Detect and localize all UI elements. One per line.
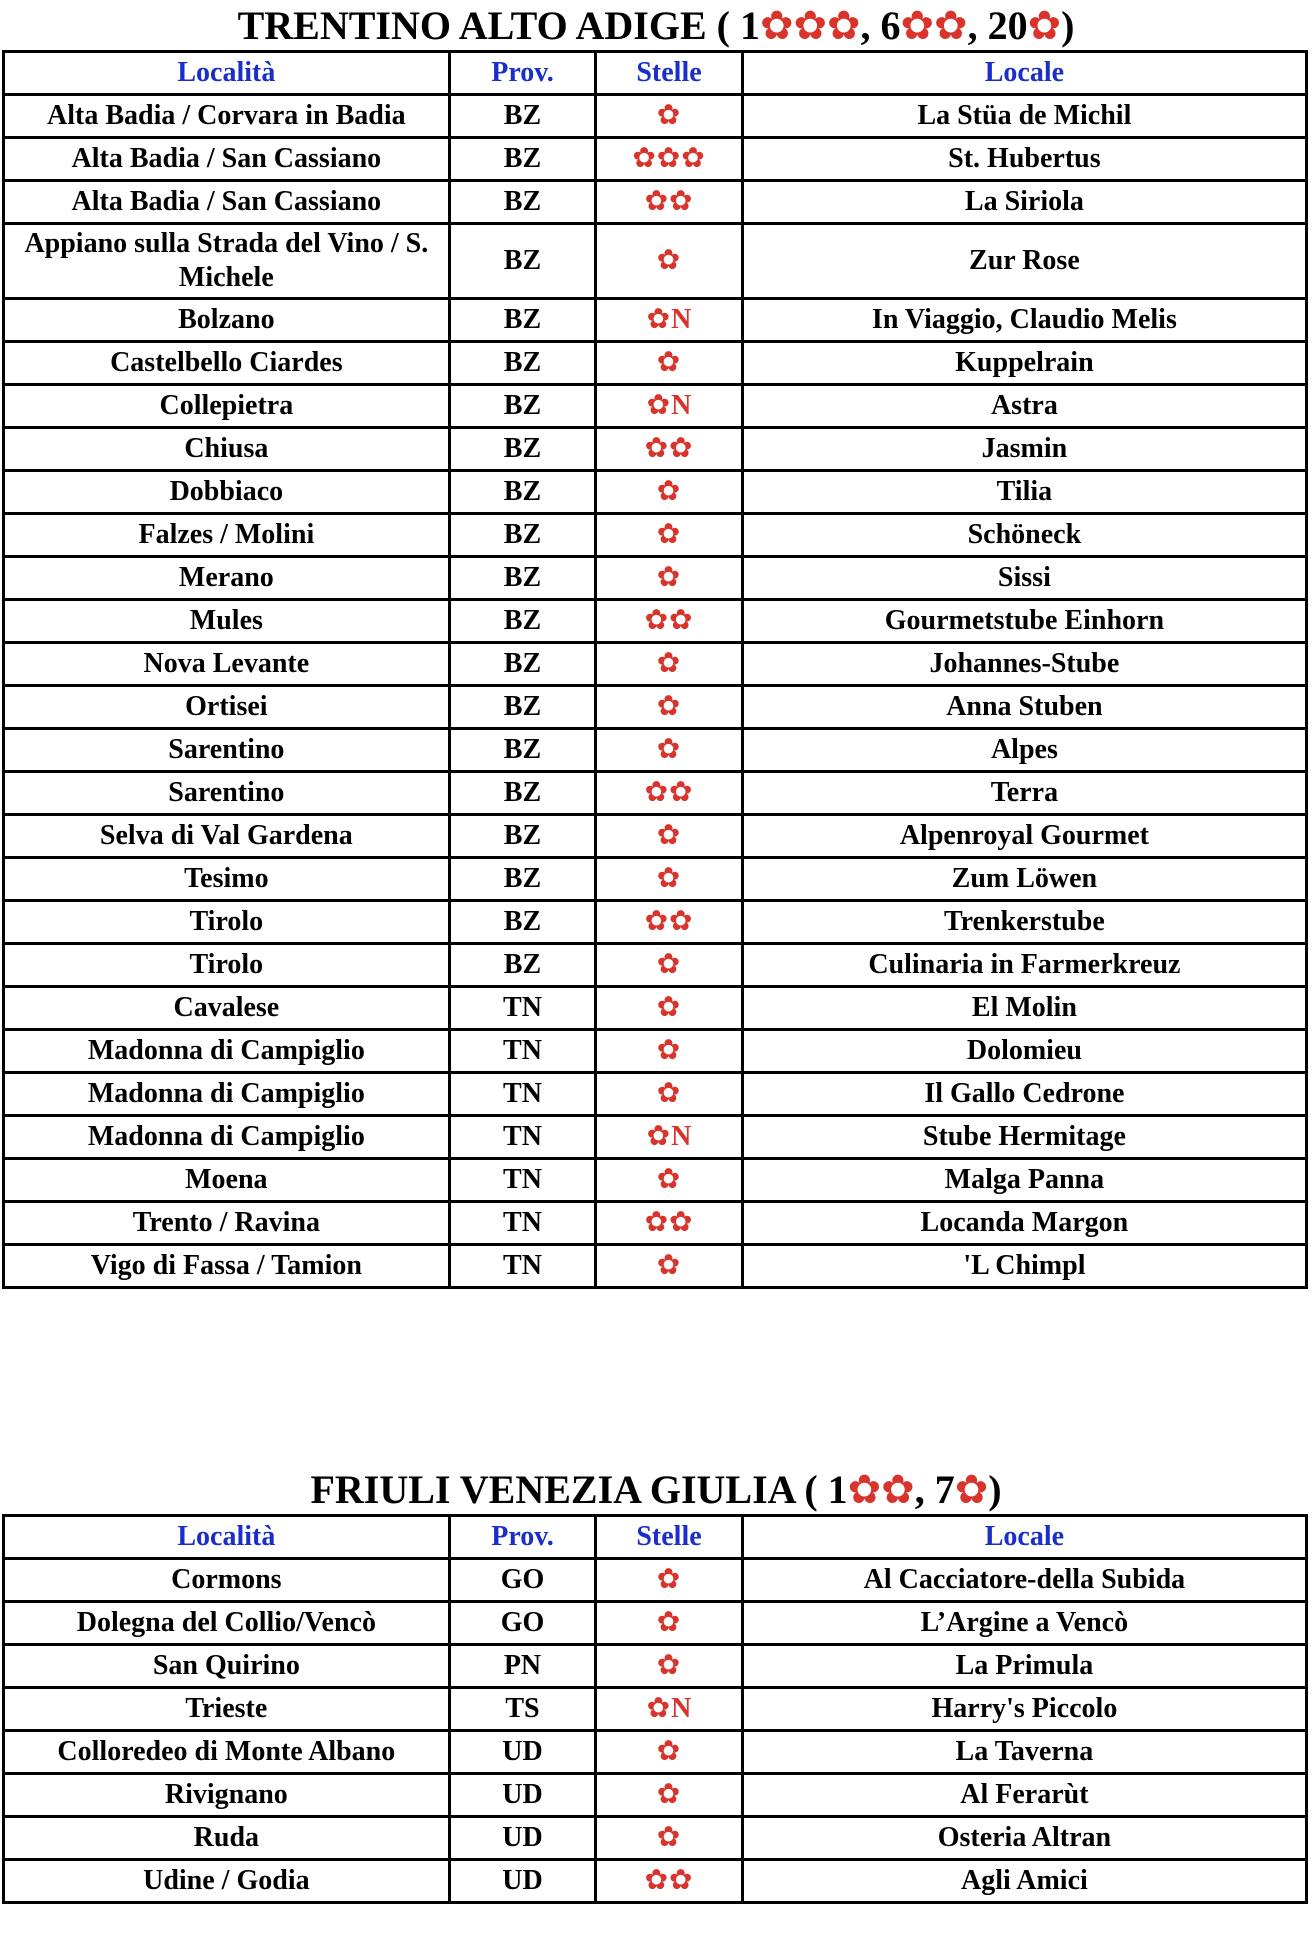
table-row xyxy=(4,1559,1307,1602)
cell-locale: Agli Amici xyxy=(742,1860,1306,1903)
michelin-star-icon: ✿✿ xyxy=(644,186,694,217)
region-name: TRENTINO ALTO ADIGE xyxy=(237,3,707,48)
cell-locale: Johannes-Stube xyxy=(742,643,1306,686)
new-badge: N xyxy=(671,390,692,421)
cell-prov: BZ xyxy=(449,181,596,224)
cell-locale: Alpenroyal Gourmet xyxy=(742,815,1306,858)
cell-prov: BZ xyxy=(449,471,596,514)
cell-localita: Ruda xyxy=(4,1817,450,1860)
cell-prov: TN xyxy=(449,987,596,1030)
cell-localita: Appiano sulla Strada del Vino / S. Michele xyxy=(4,224,450,299)
cell-locale: Kuppelrain xyxy=(742,342,1306,385)
cell-localita: Trieste xyxy=(4,1688,450,1731)
cell-stelle xyxy=(596,1602,743,1645)
cell-locale: St. Hubertus xyxy=(742,138,1306,181)
cell-prov: BZ xyxy=(449,729,596,772)
cell-stelle xyxy=(596,1030,743,1073)
michelin-star-icon: ✿✿ xyxy=(644,777,694,808)
header-locale: Locale xyxy=(742,52,1306,95)
cell-stelle xyxy=(596,858,743,901)
cell-stelle xyxy=(596,987,743,1030)
michelin-star-icon: ✿ xyxy=(656,648,682,679)
cell-prov: BZ xyxy=(449,299,596,342)
michelin-star-icon: ✿✿✿ xyxy=(632,143,706,174)
cell-stelle xyxy=(596,471,743,514)
michelin-star-icon: ✿ xyxy=(656,1035,682,1066)
michelin-star-icon: ✿ xyxy=(656,949,682,980)
table-row xyxy=(4,385,1307,428)
cell-stelle xyxy=(596,944,743,987)
table-row xyxy=(4,1245,1307,1288)
table-header-row xyxy=(4,52,1307,95)
cell-locale: Locanda Margon xyxy=(742,1202,1306,1245)
table-row xyxy=(4,428,1307,471)
cell-stelle xyxy=(596,514,743,557)
summary-count: 20 xyxy=(987,3,1028,48)
cell-locale: In Viaggio, Claudio Melis xyxy=(742,299,1306,342)
cell-prov: BZ xyxy=(449,557,596,600)
michelin-star-icon: ✿ xyxy=(656,863,682,894)
michelin-star-icon: ✿ xyxy=(646,304,672,335)
michelin-star-icon: ✿ xyxy=(656,562,682,593)
header-stelle: Stelle xyxy=(596,1516,743,1559)
cell-localita: Tirolo xyxy=(4,901,450,944)
cell-prov: BZ xyxy=(449,686,596,729)
cell-locale: Gourmetstube Einhorn xyxy=(742,600,1306,643)
cell-locale: Il Gallo Cedrone xyxy=(742,1073,1306,1116)
michelin-star-icon: ✿ xyxy=(656,691,682,722)
cell-stelle xyxy=(596,729,743,772)
cell-locale: 'L Chimpl xyxy=(742,1245,1306,1288)
header-localita: Località xyxy=(4,52,450,95)
table-row xyxy=(4,342,1307,385)
section-title: FRIULI VENEZIA GIULIA ( 1✿✿, 7✿) xyxy=(310,1467,1002,1512)
cell-prov: TN xyxy=(449,1202,596,1245)
cell-stelle xyxy=(596,772,743,815)
table-row xyxy=(4,1688,1307,1731)
cell-localita: Bolzano xyxy=(4,299,450,342)
new-badge: N xyxy=(671,1693,692,1724)
header-prov: Prov. xyxy=(449,1516,596,1559)
michelin-star-icon: ✿ xyxy=(646,1121,672,1152)
table-header-row xyxy=(4,1516,1307,1559)
cell-localita: Nova Levante xyxy=(4,643,450,686)
michelin-star-icon: ✿ xyxy=(656,347,682,378)
michelin-star-icon: ✿ xyxy=(656,245,682,276)
header-prov: Prov. xyxy=(449,52,596,95)
table-row xyxy=(4,944,1307,987)
cell-prov: BZ xyxy=(449,514,596,557)
cell-prov: BZ xyxy=(449,138,596,181)
section-title: TRENTINO ALTO ADIGE ( 1✿✿✿, 6✿✿, 20✿) xyxy=(237,3,1075,48)
cell-localita: Madonna di Campiglio xyxy=(4,1073,450,1116)
cell-prov: BZ xyxy=(449,342,596,385)
table-row xyxy=(4,1645,1307,1688)
cell-stelle xyxy=(596,428,743,471)
cell-prov: UD xyxy=(449,1860,596,1903)
cell-locale: Schöneck xyxy=(742,514,1306,557)
michelin-star-icon: ✿ xyxy=(656,1250,682,1281)
cell-locale: Trenkerstube xyxy=(742,901,1306,944)
cell-locale: Osteria Altran xyxy=(742,1817,1306,1860)
cell-stelle xyxy=(596,138,743,181)
cell-locale: Zum Löwen xyxy=(742,858,1306,901)
cell-stelle xyxy=(596,385,743,428)
cell-prov: BZ xyxy=(449,858,596,901)
cell-stelle xyxy=(596,1202,743,1245)
cell-stelle xyxy=(596,1860,743,1903)
cell-locale: Sissi xyxy=(742,557,1306,600)
table-row xyxy=(4,138,1307,181)
michelin-star-icon: ✿ xyxy=(656,519,682,550)
michelin-star-icon: ✿ xyxy=(656,100,682,131)
cell-prov: BZ xyxy=(449,815,596,858)
cell-prov: BZ xyxy=(449,95,596,138)
cell-locale: Astra xyxy=(742,385,1306,428)
michelin-star-icon: ✿✿ xyxy=(644,605,694,636)
table-row xyxy=(4,224,1307,299)
table-row xyxy=(4,643,1307,686)
table-row xyxy=(4,901,1307,944)
table-row xyxy=(4,471,1307,514)
michelin-star-icon: ✿ xyxy=(656,820,682,851)
table-row xyxy=(4,95,1307,138)
table-row xyxy=(4,1602,1307,1645)
cell-prov: UD xyxy=(449,1817,596,1860)
cell-prov: TN xyxy=(449,1159,596,1202)
table-row xyxy=(4,729,1307,772)
cell-locale: Harry's Piccolo xyxy=(742,1688,1306,1731)
cell-prov: BZ xyxy=(449,428,596,471)
table-row xyxy=(4,772,1307,815)
michelin-star-icon: ✿ xyxy=(1027,3,1062,48)
cell-localita: Ortisei xyxy=(4,686,450,729)
cell-stelle xyxy=(596,342,743,385)
michelin-star-icon: ✿ xyxy=(656,1650,682,1681)
cell-prov: UD xyxy=(449,1774,596,1817)
table-row xyxy=(4,1073,1307,1116)
cell-prov: TN xyxy=(449,1245,596,1288)
cell-locale: La Taverna xyxy=(742,1731,1306,1774)
cell-stelle xyxy=(596,1559,743,1602)
michelin-star-icon: ✿ xyxy=(646,1693,672,1724)
cell-stelle xyxy=(596,1073,743,1116)
cell-localita: Madonna di Campiglio xyxy=(4,1116,450,1159)
michelin-star-icon: ✿✿ xyxy=(644,906,694,937)
cell-prov: BZ xyxy=(449,600,596,643)
table-row xyxy=(4,514,1307,557)
cell-stelle xyxy=(596,901,743,944)
cell-locale: La Siriola xyxy=(742,181,1306,224)
cell-stelle xyxy=(596,1774,743,1817)
new-badge: N xyxy=(671,304,692,335)
michelin-star-icon: ✿✿ xyxy=(900,3,968,48)
table-row xyxy=(4,1159,1307,1202)
cell-localita: Rivignano xyxy=(4,1774,450,1817)
cell-locale: Alpes xyxy=(742,729,1306,772)
cell-stelle xyxy=(596,299,743,342)
michelin-star-icon: ✿ xyxy=(656,1607,682,1638)
cell-localita: Alta Badia / San Cassiano xyxy=(4,138,450,181)
header-stelle: Stelle xyxy=(596,52,743,95)
cell-prov: GO xyxy=(449,1559,596,1602)
michelin-star-icon: ✿ xyxy=(656,1822,682,1853)
cell-prov: BZ xyxy=(449,643,596,686)
cell-stelle xyxy=(596,1731,743,1774)
cell-prov: BZ xyxy=(449,772,596,815)
cell-locale: Zur Rose xyxy=(742,224,1306,299)
cell-localita: Cavalese xyxy=(4,987,450,1030)
cell-prov: UD xyxy=(449,1731,596,1774)
michelin-star-icon: ✿ xyxy=(656,1564,682,1595)
cell-prov: TN xyxy=(449,1030,596,1073)
cell-localita: Tesimo xyxy=(4,858,450,901)
table-row xyxy=(4,557,1307,600)
table-row xyxy=(4,858,1307,901)
cell-locale: Anna Stuben xyxy=(742,686,1306,729)
table-row xyxy=(4,987,1307,1030)
cell-stelle xyxy=(596,1245,743,1288)
cell-locale: Tilia xyxy=(742,471,1306,514)
cell-localita: Selva di Val Gardena xyxy=(4,815,450,858)
restaurant-table xyxy=(2,50,1308,1289)
cell-locale: La Stüa de Michil xyxy=(742,95,1306,138)
section-trentino xyxy=(0,2,1312,1289)
cell-localita: Merano xyxy=(4,557,450,600)
michelin-star-icon: ✿ xyxy=(646,390,672,421)
cell-locale: Al Cacciatore-della Subida xyxy=(742,1559,1306,1602)
cell-localita: Mules xyxy=(4,600,450,643)
cell-localita: Dolegna del Collio/Vencò xyxy=(4,1602,450,1645)
header-localita: Località xyxy=(4,1516,450,1559)
michelin-star-icon: ✿ xyxy=(656,1779,682,1810)
michelin-star-icon: ✿ xyxy=(656,992,682,1023)
cell-stelle xyxy=(596,600,743,643)
cell-locale: El Molin xyxy=(742,987,1306,1030)
cell-stelle xyxy=(596,1817,743,1860)
cell-prov: BZ xyxy=(449,385,596,428)
cell-localita: Alta Badia / Corvara in Badia xyxy=(4,95,450,138)
michelin-star-icon: ✿✿ xyxy=(644,433,694,464)
cell-localita: Sarentino xyxy=(4,729,450,772)
cell-stelle xyxy=(596,181,743,224)
michelin-star-icon: ✿✿ xyxy=(847,1467,915,1512)
table-row xyxy=(4,1116,1307,1159)
cell-localita: Colloredeo di Monte Albano xyxy=(4,1731,450,1774)
cell-locale: Culinaria in Farmerkreuz xyxy=(742,944,1306,987)
cell-locale: Terra xyxy=(742,772,1306,815)
cell-prov: BZ xyxy=(449,944,596,987)
cell-locale: Jasmin xyxy=(742,428,1306,471)
michelin-star-icon: ✿ xyxy=(656,1164,682,1195)
region-name: FRIULI VENEZIA GIULIA xyxy=(310,1467,795,1512)
cell-localita: Dobbiaco xyxy=(4,471,450,514)
header-locale: Locale xyxy=(742,1516,1306,1559)
cell-prov: BZ xyxy=(449,901,596,944)
cell-stelle xyxy=(596,1116,743,1159)
cell-localita: Sarentino xyxy=(4,772,450,815)
cell-locale: L’Argine a Vencò xyxy=(742,1602,1306,1645)
michelin-star-icon: ✿✿✿ xyxy=(759,3,861,48)
cell-localita: Cormons xyxy=(4,1559,450,1602)
cell-prov: TS xyxy=(449,1688,596,1731)
cell-locale: Stube Hermitage xyxy=(742,1116,1306,1159)
cell-localita: Trento / Ravina xyxy=(4,1202,450,1245)
new-badge: N xyxy=(671,1121,692,1152)
cell-prov: TN xyxy=(449,1073,596,1116)
table-row xyxy=(4,600,1307,643)
cell-prov: PN xyxy=(449,1645,596,1688)
cell-stelle xyxy=(596,643,743,686)
cell-localita: Udine / Godia xyxy=(4,1860,450,1903)
section-friuli xyxy=(0,1466,1312,1904)
cell-locale: Dolomieu xyxy=(742,1030,1306,1073)
cell-localita: Alta Badia / San Cassiano xyxy=(4,181,450,224)
michelin-star-icon: ✿ xyxy=(954,1467,989,1512)
michelin-star-icon: ✿✿ xyxy=(644,1207,694,1238)
summary-count: 1 xyxy=(739,3,760,48)
michelin-star-icon: ✿ xyxy=(656,734,682,765)
cell-localita: Vigo di Fassa / Tamion xyxy=(4,1245,450,1288)
cell-prov: TN xyxy=(449,1116,596,1159)
cell-localita: Castelbello Ciardes xyxy=(4,342,450,385)
michelin-star-icon: ✿ xyxy=(656,1736,682,1767)
cell-stelle xyxy=(596,1159,743,1202)
cell-locale: Al Ferarùt xyxy=(742,1774,1306,1817)
michelin-star-icon: ✿ xyxy=(656,476,682,507)
table-row xyxy=(4,815,1307,858)
cell-localita: Falzes / Molini xyxy=(4,514,450,557)
cell-localita: Chiusa xyxy=(4,428,450,471)
table-row xyxy=(4,1817,1307,1860)
cell-localita: Moena xyxy=(4,1159,450,1202)
summary-count: 1 xyxy=(827,1467,848,1512)
cell-localita: Tirolo xyxy=(4,944,450,987)
cell-stelle xyxy=(596,686,743,729)
cell-prov: GO xyxy=(449,1602,596,1645)
table-row xyxy=(4,1731,1307,1774)
table-row xyxy=(4,181,1307,224)
cell-prov: BZ xyxy=(449,224,596,299)
cell-localita: Madonna di Campiglio xyxy=(4,1030,450,1073)
cell-localita: Collepietra xyxy=(4,385,450,428)
restaurant-table xyxy=(2,1514,1308,1904)
cell-stelle xyxy=(596,557,743,600)
cell-stelle xyxy=(596,815,743,858)
table-row xyxy=(4,1774,1307,1817)
summary-count: 6 xyxy=(880,3,901,48)
table-row xyxy=(4,1030,1307,1073)
cell-stelle xyxy=(596,1688,743,1731)
table-row xyxy=(4,299,1307,342)
summary-count: 7 xyxy=(934,1467,955,1512)
cell-stelle xyxy=(596,95,743,138)
cell-stelle xyxy=(596,1645,743,1688)
table-row xyxy=(4,686,1307,729)
table-row xyxy=(4,1202,1307,1245)
michelin-star-icon: ✿✿ xyxy=(644,1865,694,1896)
table-row xyxy=(4,1860,1307,1903)
michelin-star-icon: ✿ xyxy=(656,1078,682,1109)
cell-localita: San Quirino xyxy=(4,1645,450,1688)
cell-stelle xyxy=(596,224,743,299)
cell-locale: La Primula xyxy=(742,1645,1306,1688)
cell-locale: Malga Panna xyxy=(742,1159,1306,1202)
